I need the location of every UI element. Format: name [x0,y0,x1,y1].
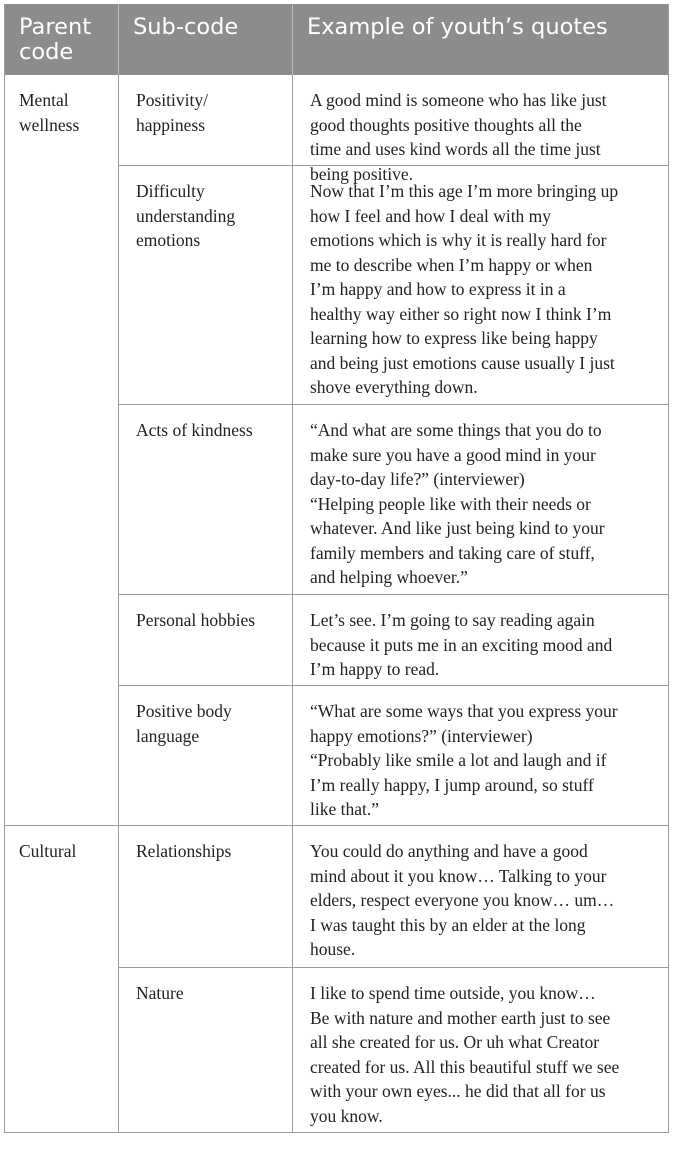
text-line: learning how to express like being happy [310,328,598,348]
text-line: healthy way either so right now I think I’m [310,303,612,324]
text-line: family members and taking care of stuff, [310,542,595,563]
text-line: understanding [136,205,236,226]
text-line: “What are some ways that you express your [310,701,618,721]
text-line: I’m happy and how to express it in a [310,279,566,299]
text-line: happy emotions?” (interviewer) [310,725,533,746]
text-line: “And what are some things that you do to [310,420,602,440]
sub-rows [119,826,668,1132]
header-line: code [19,39,74,65]
text-line: You could do anything and have a good [310,841,588,861]
text-line: emotions which is why it is really hard for [310,230,607,250]
text-line: “Probably like smile a lot and laugh and if [310,750,607,770]
text-line: elders, respect everyone you know… um… [310,890,615,910]
header-line: Sub-code [133,14,239,40]
text-line: me to describe when I’m happy or when [310,254,593,275]
text-line: Now that I’m this age I’m more bringing up [310,181,619,201]
text-line: whatever. And like just being kind to your [310,518,605,538]
text-line: time and uses kind words all the time just [310,139,601,159]
header-sub-code [119,4,293,75]
quote-cell [293,405,668,594]
text-line: “Helping people like with their needs or [310,493,591,514]
sub-rows [119,75,668,825]
text-line: Cultural [19,841,77,861]
table-header [5,4,668,75]
quote-cell [293,968,668,1132]
text-line: all she created for us. Or uh what Creator [310,1032,600,1052]
text-line: happiness [136,114,206,135]
text-line: Acts of kindness [136,420,253,440]
text-line: created for us. All this beautiful stuff we see [310,1056,620,1077]
text-line: I’m really happy, I jump around, so stuff [310,774,594,795]
text-line: because it puts me in an exciting mood and [310,634,613,655]
text-line: A good mind is someone who has like just [310,90,607,110]
text-line: Positivity/ [136,90,208,110]
text-line: being positive. [310,163,414,184]
text-line: you know. [310,1105,383,1126]
sub-code-cell [119,826,293,967]
quote-cell [293,686,668,825]
text-line: emotions [136,230,201,250]
text-line: how I feel and how I deal with my [310,205,552,226]
text-line: Let’s see. I’m going to say reading again [310,610,595,630]
header-line: Parent [19,14,92,40]
text-line: Positive body [136,701,232,721]
text-line: I was taught this by an elder at the long [310,914,586,935]
text-line: and helping whoever.” [310,567,468,587]
text-line: Mental [19,90,69,110]
text-line: day-to-day life?” (interviewer) [310,469,525,489]
table-group [5,825,668,1132]
table-row [119,967,668,1132]
text-line: I like to spend time outside, you know… [310,983,596,1003]
header-line: Example of youth’s quotes [307,14,608,40]
quote-cell [293,595,668,685]
text-line: Nature [136,983,184,1003]
text-line: Difficulty [136,181,205,201]
header-parent-code [5,4,119,75]
text-line: Personal hobbies [136,610,256,630]
text-line: wellness [19,114,80,135]
header-quotes [293,4,668,75]
table-body [5,75,668,1132]
text-line: language [136,725,200,746]
sub-code-cell [119,968,293,1132]
text-line: shove everything down. [310,377,478,397]
quotes-table [4,4,669,1133]
parent-code-cell [5,75,119,825]
table-row [119,165,668,404]
text-line: make sure you have a good mind in your [310,444,596,465]
text-line: mind about it you know… Talking to your [310,865,607,886]
sub-code-cell [119,595,293,685]
table-row [119,826,668,967]
text-line: Relationships [136,841,232,861]
text-line: Be with nature and mother earth just to see [310,1007,611,1028]
text-line: good thoughts positive thoughts all the [310,114,582,135]
table-row [119,594,668,685]
parent-code-cell [5,826,119,1132]
text-line: like that.” [310,799,380,819]
table-row [119,404,668,594]
table-row [119,75,668,184]
sub-code-cell [119,166,293,404]
text-line: house. [310,939,356,959]
quote-cell [293,166,668,404]
text-line: with your own eyes... he did that all for us [310,1081,606,1101]
text-line: and being just emotions cause usually I just [310,352,615,373]
sub-code-cell [119,405,293,594]
table-group [5,75,668,825]
sub-code-cell [119,686,293,825]
quote-cell [293,826,668,967]
table-row [119,685,668,825]
text-line: I’m happy to read. [310,659,440,679]
